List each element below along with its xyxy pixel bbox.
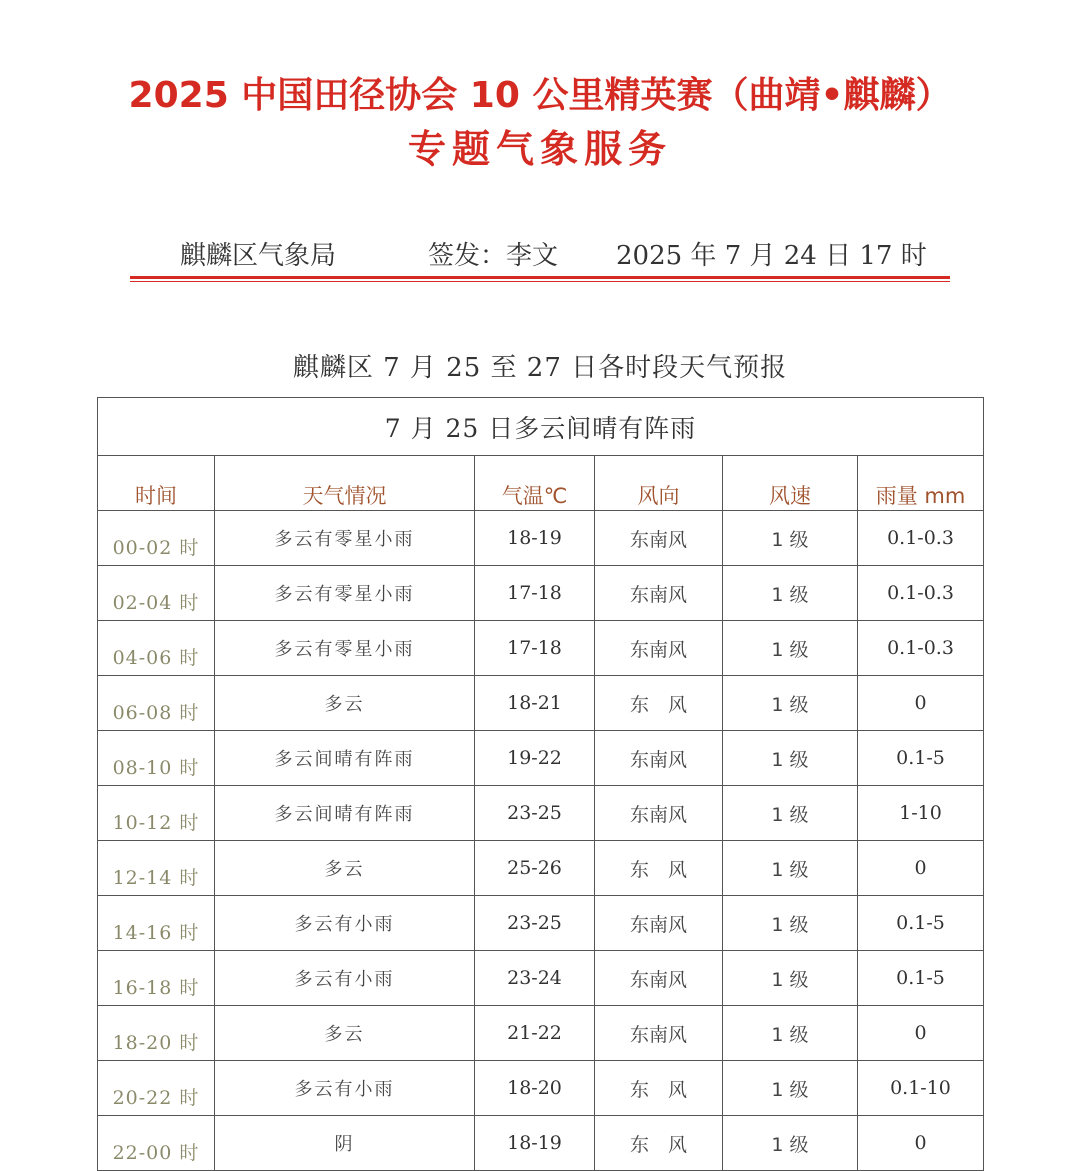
issue-datetime: 2025 年 7 月 24 日 17 时	[616, 241, 927, 271]
wind-speed-cell: 1 级	[723, 566, 858, 621]
time-cell: 12-14 时	[98, 841, 215, 896]
table-row	[98, 841, 984, 896]
temperature-cell: 18-19	[475, 1116, 595, 1171]
table-row	[98, 731, 984, 786]
condition-cell: 多云	[215, 1006, 475, 1061]
wind-speed-cell: 1 级	[723, 731, 858, 786]
condition-cell: 多云间晴有阵雨	[215, 786, 475, 841]
rainfall-cell: 0	[858, 1116, 984, 1171]
issuer-line	[180, 236, 940, 276]
wind-direction-cell: 东南风	[595, 786, 723, 841]
document-title: 2025 中国田径协会 10 公里精英赛（曲靖•麒麟）	[128, 75, 952, 116]
time-cell: 04-06 时	[98, 621, 215, 676]
table-caption: 麒麟区 7 月 25 至 27 日各时段天气预报	[292, 353, 788, 383]
table-row	[98, 511, 984, 566]
wind-speed-cell: 1 级	[723, 786, 858, 841]
temperature-cell: 18-19	[475, 511, 595, 566]
wind-direction-cell: 东南风	[595, 1006, 723, 1061]
column-header-wind-speed: 风速	[723, 456, 858, 511]
time-cell: 16-18 时	[98, 951, 215, 1006]
temperature-cell: 17-18	[475, 566, 595, 621]
condition-cell: 多云有小雨	[215, 1061, 475, 1116]
condition-cell: 阴	[215, 1116, 475, 1171]
issuer-name: 麒麟区气象局	[180, 241, 337, 271]
rainfall-cell: 0.1-0.3	[858, 511, 984, 566]
time-cell: 14-16 时	[98, 896, 215, 951]
table-row	[98, 1116, 984, 1171]
time-cell: 02-04 时	[98, 566, 215, 621]
wind-speed-cell: 1 级	[723, 1006, 858, 1061]
rainfall-cell: 0	[858, 841, 984, 896]
day-header: 7 月 25 日多云间晴有阵雨	[98, 398, 984, 456]
wind-direction-cell: 东 风	[595, 1116, 723, 1171]
time-cell: 10-12 时	[98, 786, 215, 841]
rainfall-cell: 0.1-5	[858, 731, 984, 786]
temperature-cell: 23-25	[475, 896, 595, 951]
wind-direction-cell: 东 风	[595, 676, 723, 731]
day-header-row	[98, 398, 984, 456]
wind-speed-cell: 1 级	[723, 676, 858, 731]
temperature-cell: 23-24	[475, 951, 595, 1006]
rainfall-cell: 0.1-0.3	[858, 621, 984, 676]
table-row	[98, 566, 984, 621]
temperature-cell: 23-25	[475, 786, 595, 841]
rainfall-cell: 0.1-5	[858, 896, 984, 951]
column-header-temp: 气温℃	[475, 456, 595, 511]
rainfall-cell: 0.1-5	[858, 951, 984, 1006]
table-row	[98, 676, 984, 731]
time-cell: 22-00 时	[98, 1116, 215, 1171]
red-divider-thin	[130, 281, 950, 282]
condition-cell: 多云有小雨	[215, 896, 475, 951]
wind-speed-cell: 1 级	[723, 951, 858, 1006]
wind-direction-cell: 东南风	[595, 511, 723, 566]
time-cell: 00-02 时	[98, 511, 215, 566]
temperature-cell: 21-22	[475, 1006, 595, 1061]
wind-speed-cell: 1 级	[723, 621, 858, 676]
wind-direction-cell: 东 风	[595, 841, 723, 896]
wind-direction-cell: 东南风	[595, 731, 723, 786]
time-cell: 18-20 时	[98, 1006, 215, 1061]
table-row	[98, 951, 984, 1006]
rainfall-cell: 1-10	[858, 786, 984, 841]
wind-speed-cell: 1 级	[723, 896, 858, 951]
document-subtitle: 专题气象服务	[407, 127, 672, 171]
wind-direction-cell: 东南风	[595, 621, 723, 676]
time-cell: 06-08 时	[98, 676, 215, 731]
rainfall-cell: 0	[858, 676, 984, 731]
wind-direction-cell: 东 风	[595, 1061, 723, 1116]
wind-speed-cell: 1 级	[723, 1116, 858, 1171]
table-row	[98, 1006, 984, 1061]
wind-direction-cell: 东南风	[595, 951, 723, 1006]
wind-speed-cell: 1 级	[723, 1061, 858, 1116]
forecast-table	[97, 397, 984, 1171]
rainfall-cell: 0	[858, 1006, 984, 1061]
wind-direction-cell: 东南风	[595, 566, 723, 621]
column-header-wind-dir: 风向	[595, 456, 723, 511]
table-row	[98, 786, 984, 841]
table-row	[98, 896, 984, 951]
temperature-cell: 19-22	[475, 731, 595, 786]
signer: 签发：李文	[428, 241, 559, 271]
column-header-time: 时间	[98, 456, 215, 511]
condition-cell: 多云	[215, 676, 475, 731]
table-row	[98, 1061, 984, 1116]
rainfall-cell: 0.1-10	[858, 1061, 984, 1116]
condition-cell: 多云有零星小雨	[215, 566, 475, 621]
condition-cell: 多云	[215, 841, 475, 896]
temperature-cell: 17-18	[475, 621, 595, 676]
temperature-cell: 18-20	[475, 1061, 595, 1116]
column-header-row	[98, 456, 984, 511]
rainfall-cell: 0.1-0.3	[858, 566, 984, 621]
time-cell: 08-10 时	[98, 731, 215, 786]
wind-speed-cell: 1 级	[723, 841, 858, 896]
column-header-rain: 雨量 mm	[858, 456, 984, 511]
wind-direction-cell: 东南风	[595, 896, 723, 951]
condition-cell: 多云有小雨	[215, 951, 475, 1006]
column-header-condition: 天气情况	[215, 456, 475, 511]
condition-cell: 多云有零星小雨	[215, 511, 475, 566]
time-cell: 20-22 时	[98, 1061, 215, 1116]
temperature-cell: 25-26	[475, 841, 595, 896]
condition-cell: 多云有零星小雨	[215, 621, 475, 676]
temperature-cell: 18-21	[475, 676, 595, 731]
table-row	[98, 621, 984, 676]
red-divider-thick	[130, 276, 950, 279]
condition-cell: 多云间晴有阵雨	[215, 731, 475, 786]
wind-speed-cell: 1 级	[723, 511, 858, 566]
